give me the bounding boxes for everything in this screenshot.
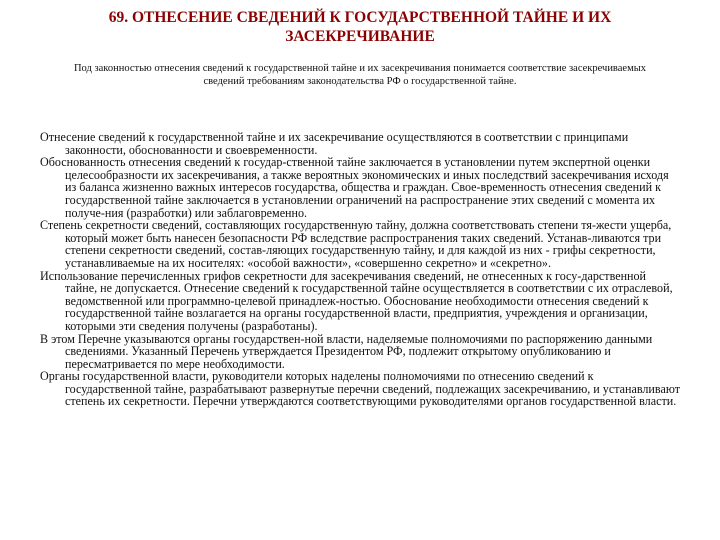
paragraph-validity: Обоснованность отнесения сведений к государ-ственной тайне заключается в установлении путем экспертной оценки целесообразности их засекречивания, а также вероятных экономических и иных последствий засекречивания исходя из баланса жизненно важных интересов государства, общества и граждан. Свое-временность отнесения сведений к государственной тайне заключается в установлении ограничений на распространение этих сведений с момента их получе-ния (разработки) или заблаговременно. xyxy=(40,155,669,220)
slide-subtitle: Под законностью отнесения сведений к государственной тайне и их засекречивания понимается соответствие засекречиваемых сведений требованиям законодательства РФ о государственной тайне. xyxy=(73,63,647,87)
paragraph-principles: Отнесение сведений к государственной тайне и их засекречивание осуществляются в соответствии с принципами законности, обоснованности и своевременности. xyxy=(40,130,629,157)
slide-body xyxy=(40,131,680,408)
paragraph-authorities: Органы государственной власти, руководители которых наделены полномочиями по отнесению сведений к государственной тайне, разрабатывают развернутые перечни сведений, подлежащих засекречиванию, и устанавливают степень их секретности. Перечни утверждаются соответствующими руководителями органов государственной власти. xyxy=(40,369,680,409)
paragraph-list: В этом Перечне указываются органы государствен-ной власти, наделяемые полномочиями по распоряжению данными сведениями. Указанный Перечень утверждается Президентом РФ, подлежит открытому опубликованию и пересматривается по мере необходимости. xyxy=(40,331,653,371)
paragraph-secrecy-degree: Степень секретности сведений, составляющих государственную тайну, должна соответствовать степени тя-жести ущерба, который может быть нанесен безопасности РФ вследствие распространения таких сведений. Устанав-ливаются три степени секретности сведений, состав-ляющих государственную тайну, и для каждой из них - грифы секретности, устанавливаемые на их носителях: «особой важности», «совершенно секретно» и «секретно». xyxy=(40,218,672,270)
paragraph-classification-stamps: Использование перечисленных грифов секретности для засекречивания сведений, не отнесенных к госу-дарственной тайне, не допускается. Отнесение сведений к государственной тайне осуществляется в соответствии с их отраслевой, ведомственной или программно-целевой принадлеж-ностью. Обоснование необходимости отнесения сведений к государственной тайне возлагается на органы государственной власти, предприятия, учреждения и организации, которыми эти сведения получены (разработаны). xyxy=(40,268,673,333)
slide-title: 69. ОТНЕСЕНИЕ СВЕДЕНИЙ К ГОСУДАРСТВЕННОЙ ТАЙНЕ И ИХ ЗАСЕКРЕЧИВАНИЕ xyxy=(108,9,612,45)
